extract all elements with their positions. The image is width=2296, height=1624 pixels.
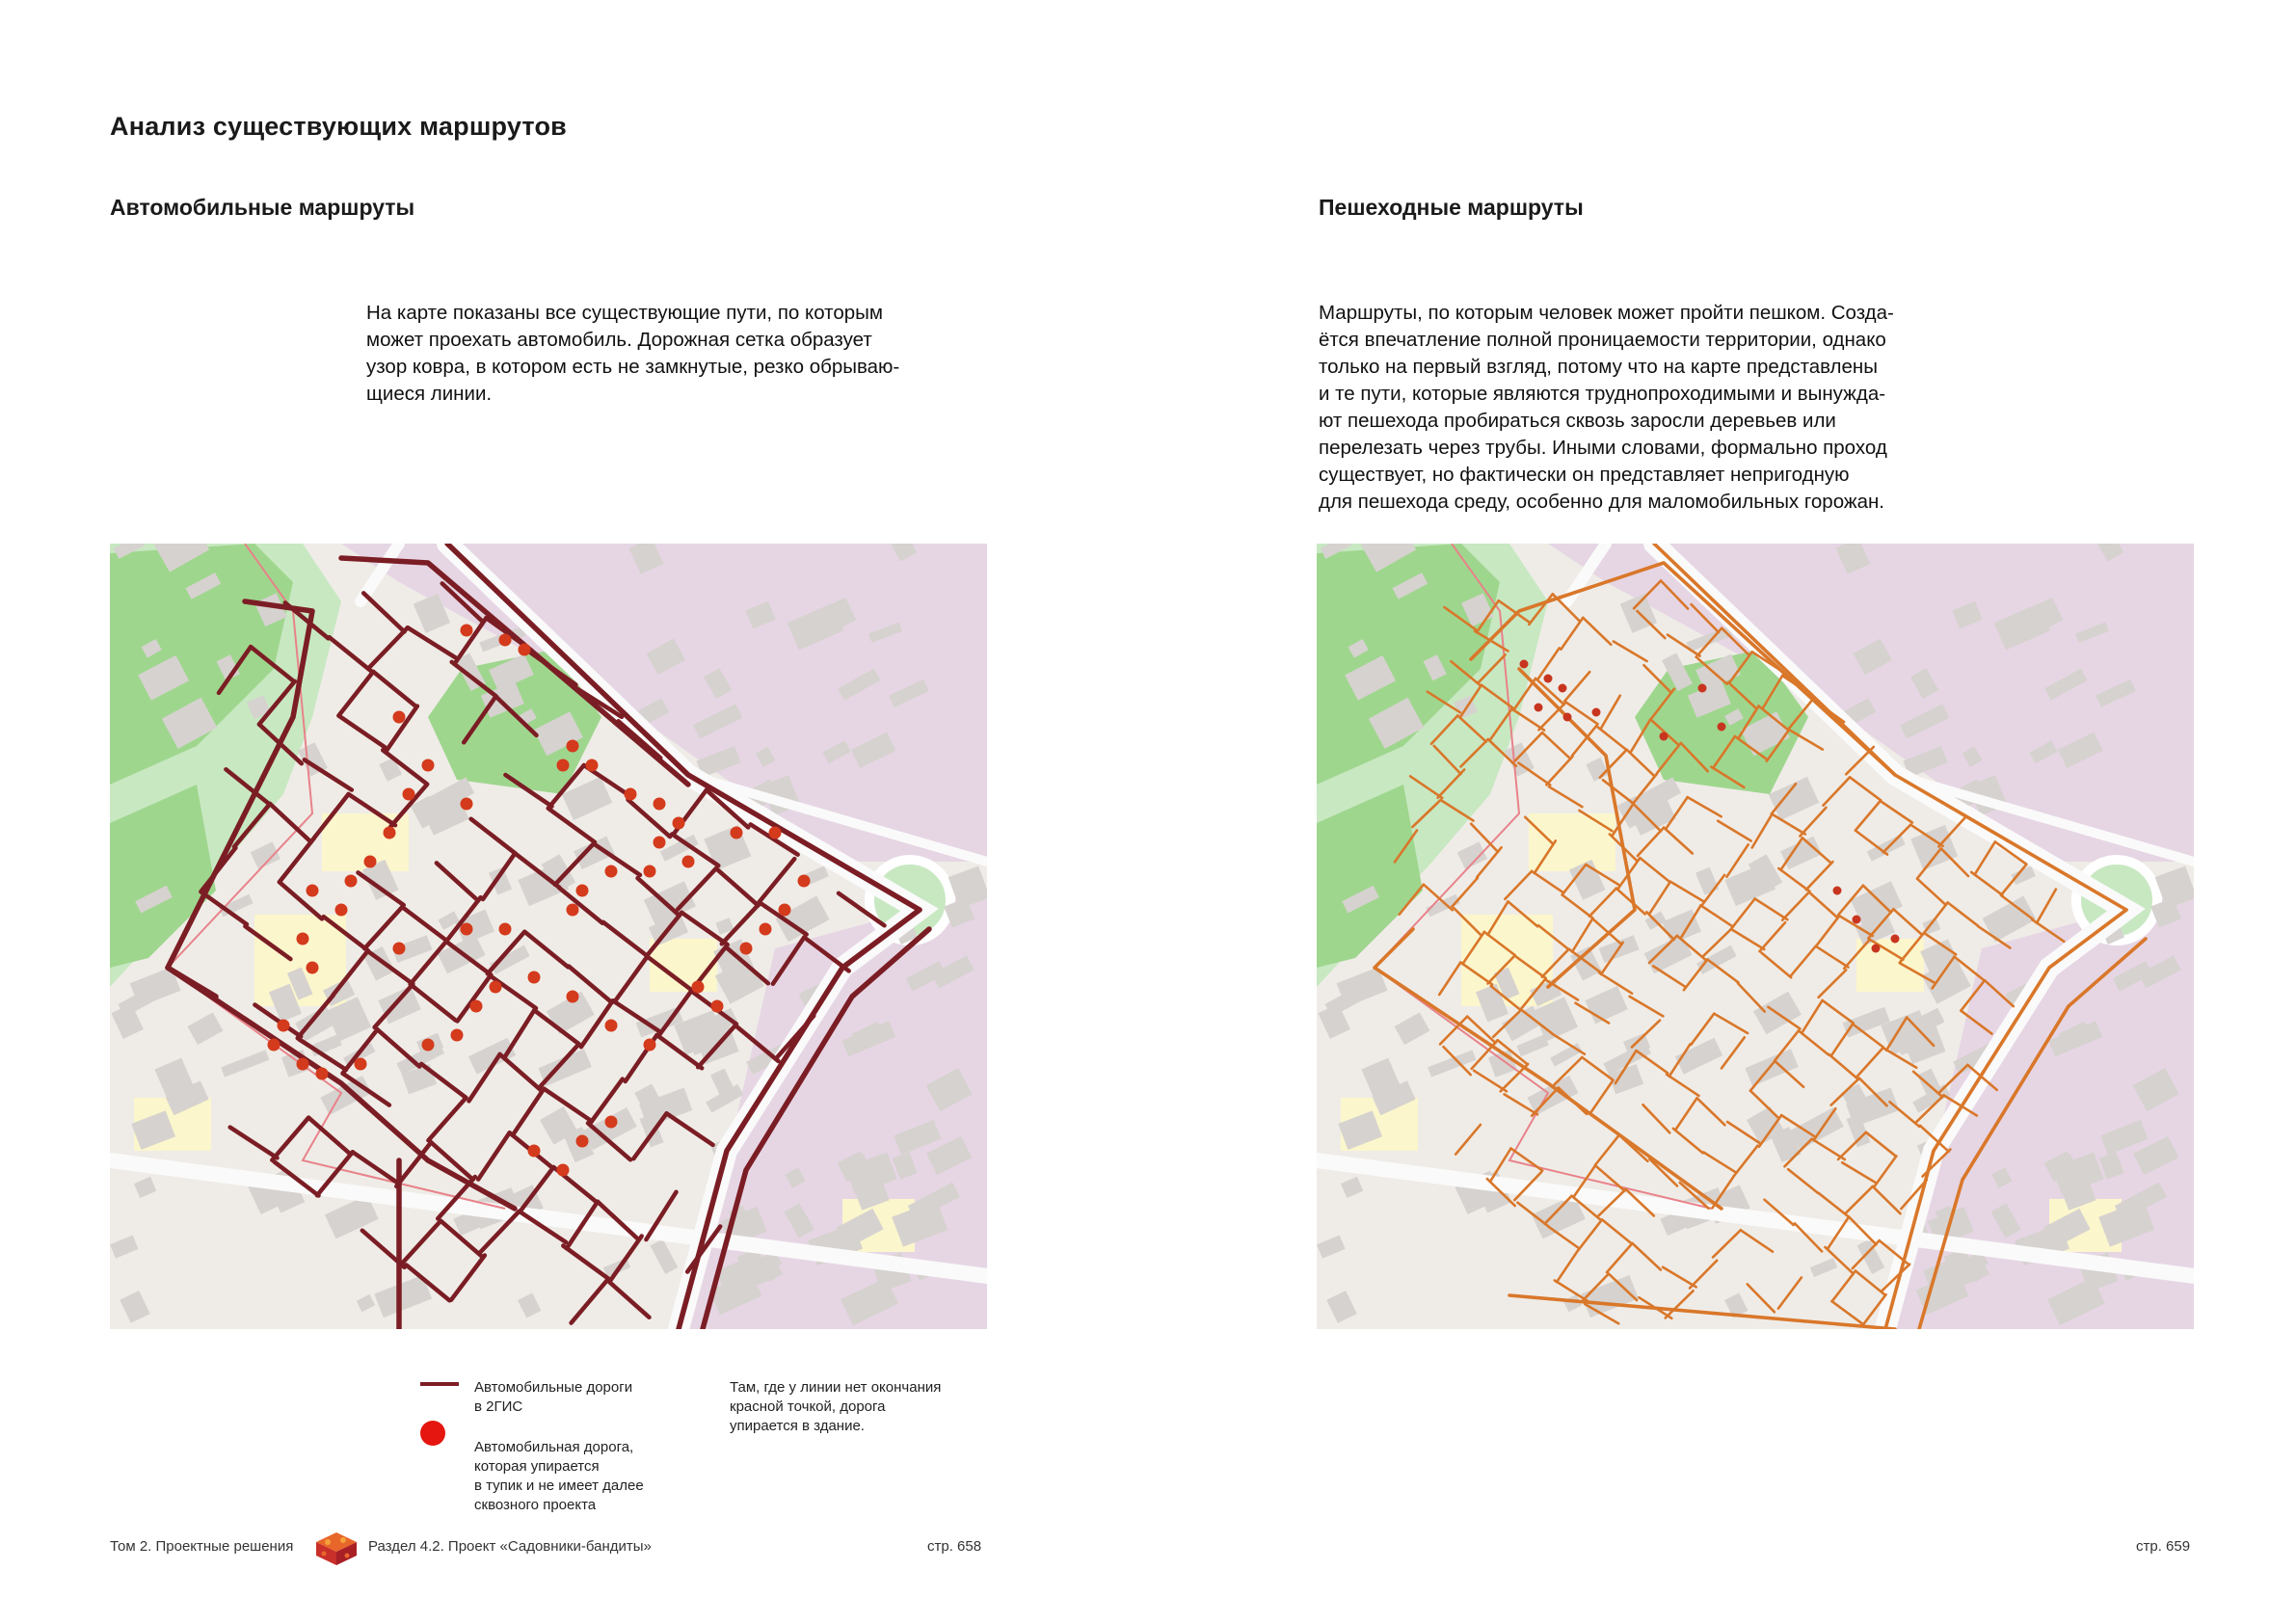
deadend-point <box>499 923 512 936</box>
footer-section: Раздел 4.2. Проект «Садовники-бандиты» <box>368 1538 652 1555</box>
paragraph-line: для пешехода среду, особенно для маломобильных горожан. <box>1319 491 1885 513</box>
deadend-point <box>519 644 531 656</box>
paragraph-line: ётся впечатление полной проницаемости территории, однако <box>1319 329 1886 351</box>
deadend-point <box>654 798 666 811</box>
pedestrian-routes-description <box>1319 300 1955 516</box>
legend-line: сквозного проекта <box>474 1497 597 1513</box>
page-title: Анализ существующих маршрутов <box>110 112 567 141</box>
deadend-point <box>470 1000 483 1013</box>
deadend-point <box>307 885 319 897</box>
paragraph-line: ют пешехода пробираться сквозь заросли деревьев или <box>1319 410 1836 432</box>
deadend-point <box>625 788 637 801</box>
deadend-point <box>1563 713 1572 722</box>
project-logo-graphic <box>314 1531 359 1567</box>
deadend-point <box>692 981 705 994</box>
deadend-point <box>490 981 502 994</box>
footer-page-right: стр. 659 <box>2136 1538 2191 1555</box>
deadend-point <box>384 827 396 839</box>
deadend-point <box>779 904 791 917</box>
deadend-point <box>1718 723 1726 732</box>
pedestrian-routes-map-graphic <box>1317 544 2194 1329</box>
legend-note <box>730 1378 941 1436</box>
deadend-point <box>1891 935 1900 944</box>
legend-line: Автомобильная дорога, <box>474 1439 634 1455</box>
deadend-point <box>268 1039 280 1052</box>
legend-deadend-label <box>474 1438 644 1515</box>
deadend-point <box>557 759 570 772</box>
paragraph-line: может проехать автомобиль. Дорожная сетка образует <box>366 329 872 351</box>
deadend-point <box>297 1058 309 1071</box>
deadend-point <box>567 740 579 753</box>
deadend-point <box>567 991 579 1003</box>
deadend-point <box>1535 704 1543 712</box>
car-routes-heading: Автомобильные маршруты <box>110 195 415 220</box>
legend-road-line-icon <box>420 1382 478 1388</box>
deadend-point <box>1833 887 1842 895</box>
paragraph-line: узор ковра, в котором есть не замкнутые, резко обрываю- <box>366 356 900 378</box>
deadend-point <box>1660 732 1669 741</box>
deadend-point <box>769 827 782 839</box>
deadend-point <box>461 923 473 936</box>
paragraph-line: только на первый взгляд, потому что на карте представлены <box>1319 356 1878 378</box>
deadend-point <box>1853 916 1861 924</box>
paragraph-line: На карте показаны все существующие пути, по которым <box>366 302 883 324</box>
deadend-point <box>528 972 541 984</box>
deadend-point <box>364 856 377 868</box>
paragraph-line: и те пути, которые являются труднопроходимыми и вынужда- <box>1319 383 1886 405</box>
legend-line: Автомобильные дороги <box>474 1379 633 1396</box>
paragraph-line: щиеся линии. <box>366 383 493 405</box>
deadend-point <box>499 634 512 647</box>
deadend-point <box>740 943 753 955</box>
legend-line: Там, где у линии нет окончания <box>730 1379 942 1396</box>
deadend-point <box>605 865 618 878</box>
deadend-point <box>451 1029 464 1042</box>
deadend-point <box>278 1020 290 1032</box>
project-logo <box>314 1531 359 1572</box>
deadend-point <box>335 904 348 917</box>
deadend-point <box>1520 660 1529 669</box>
deadend-point <box>461 625 473 637</box>
deadend-point <box>528 1145 541 1158</box>
deadend-point <box>1544 675 1553 683</box>
deadend-point <box>355 1058 367 1071</box>
deadend-point <box>393 711 406 724</box>
deadend-point <box>644 865 656 878</box>
deadend-point <box>461 798 473 811</box>
legend-deadend-dot-icon <box>420 1421 445 1446</box>
deadend-point <box>654 837 666 849</box>
paragraph-line: перелезать через трубы. Иными словами, формально проход <box>1319 437 1887 459</box>
deadend-point <box>644 1039 656 1052</box>
paragraph-line: Маршруты, по которым человек может пройти пешком. Созда- <box>1319 302 1894 324</box>
deadend-point <box>1698 684 1707 693</box>
deadend-point <box>316 1068 329 1080</box>
deadend-point <box>576 885 589 897</box>
deadend-point <box>393 943 406 955</box>
legend-line: упирается в здание. <box>730 1418 865 1434</box>
deadend-point <box>307 962 319 974</box>
deadend-point <box>586 759 599 772</box>
deadend-point <box>297 933 309 945</box>
legend-line: в 2ГИС <box>474 1398 523 1415</box>
deadend-point <box>422 759 435 772</box>
car-routes-description <box>366 300 983 408</box>
car-routes-map-graphic <box>110 544 987 1329</box>
footer-volume: Том 2. Проектные решения <box>110 1538 294 1555</box>
legend-road-label <box>474 1378 632 1417</box>
legend-line: красной точкой, дорога <box>730 1398 886 1415</box>
deadend-point <box>576 1135 589 1148</box>
deadend-point <box>403 788 415 801</box>
pedestrian-routes-map <box>1317 544 2194 1329</box>
legend-line: в тупик и не имеет далее <box>474 1478 644 1494</box>
paragraph-line: существует, но фактически он представляет непригодную <box>1319 464 1850 486</box>
legend-line: которая упирается <box>474 1458 600 1475</box>
deadend-point <box>682 856 695 868</box>
deadend-point <box>605 1116 618 1129</box>
deadend-point <box>345 875 358 888</box>
deadend-point <box>422 1039 435 1052</box>
car-routes-map <box>110 544 987 1329</box>
deadend-point <box>567 904 579 917</box>
deadend-point <box>1872 945 1881 953</box>
deadend-point <box>731 827 743 839</box>
footer-page-left: стр. 658 <box>927 1538 982 1555</box>
deadend-point <box>673 817 685 830</box>
deadend-point <box>798 875 811 888</box>
deadend-point <box>1592 708 1601 717</box>
deadend-point <box>760 923 772 936</box>
deadend-point <box>557 1164 570 1177</box>
deadend-point <box>1559 684 1567 693</box>
deadend-point <box>605 1020 618 1032</box>
pedestrian-routes-heading: Пешеходные маршруты <box>1319 195 1584 220</box>
deadend-point <box>711 1000 724 1013</box>
basemap <box>1317 544 2194 1329</box>
